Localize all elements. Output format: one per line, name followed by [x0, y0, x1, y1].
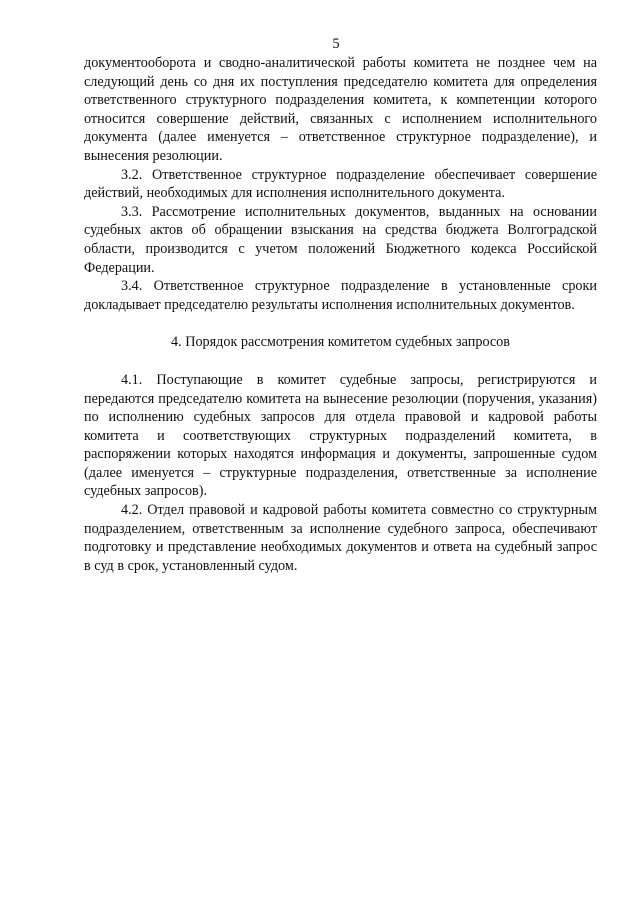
paragraph-3-4: 3.4. Ответственное структурное подразделение в установленные сроки докладывает председателю результаты исполнения исполнительных документов. — [84, 278, 597, 313]
document-body — [84, 54, 597, 575]
paragraph-continuation: документооборота и сводно-аналитической работы комитета не позднее чем на следующий день со дня их поступления председателю комитета для определения ответственного структурного подразделения комитета, к компетенции которого относится совершение действий, связанных с исполнением исполнительного документа (далее именуется – ответственное структурное подразделение), и вынесения резолюции. — [84, 55, 597, 164]
paragraph-4-1: 4.1. Поступающие в комитет судебные запросы, регистрируются и передаются председателю комитета на вынесение резолюции (поручения, указания) по исполнению судебных запросов для отдела правовой и кадровой работы комитета и соответствующих структурных подразделений комитета, в распоряжении которых находятся информация и документы, запрошенные судом (далее именуется – структурные подразделения, ответственные за исполнение судебных запросов). — [84, 371, 597, 500]
paragraph-3-2: 3.2. Ответственное структурное подразделение обеспечивает совершение действий, необходимых для исполнения исполнительного документа. — [84, 166, 597, 202]
paragraph-4-2: 4.2. Отдел правовой и кадровой работы комитета совместно со структурным подразделением, ответственным за исполнение судебного запроса, обеспечивают подготовку и представление необходимых документов и ответа на судебный запрос в суд в срок, установленный судом. — [84, 502, 597, 574]
section-4-heading: 4. Порядок рассмотрения комитетом судебных запросов — [171, 334, 510, 351]
page-number: 5 — [332, 36, 340, 52]
paragraph-3-3: 3.3. Рассмотрение исполнительных документов, выданных на основании судебных актов об обращении взыскания на средства бюджета Волгоградской области, производится с учетом положений Бюджетного кодекса Российской Федерации. — [84, 203, 597, 276]
